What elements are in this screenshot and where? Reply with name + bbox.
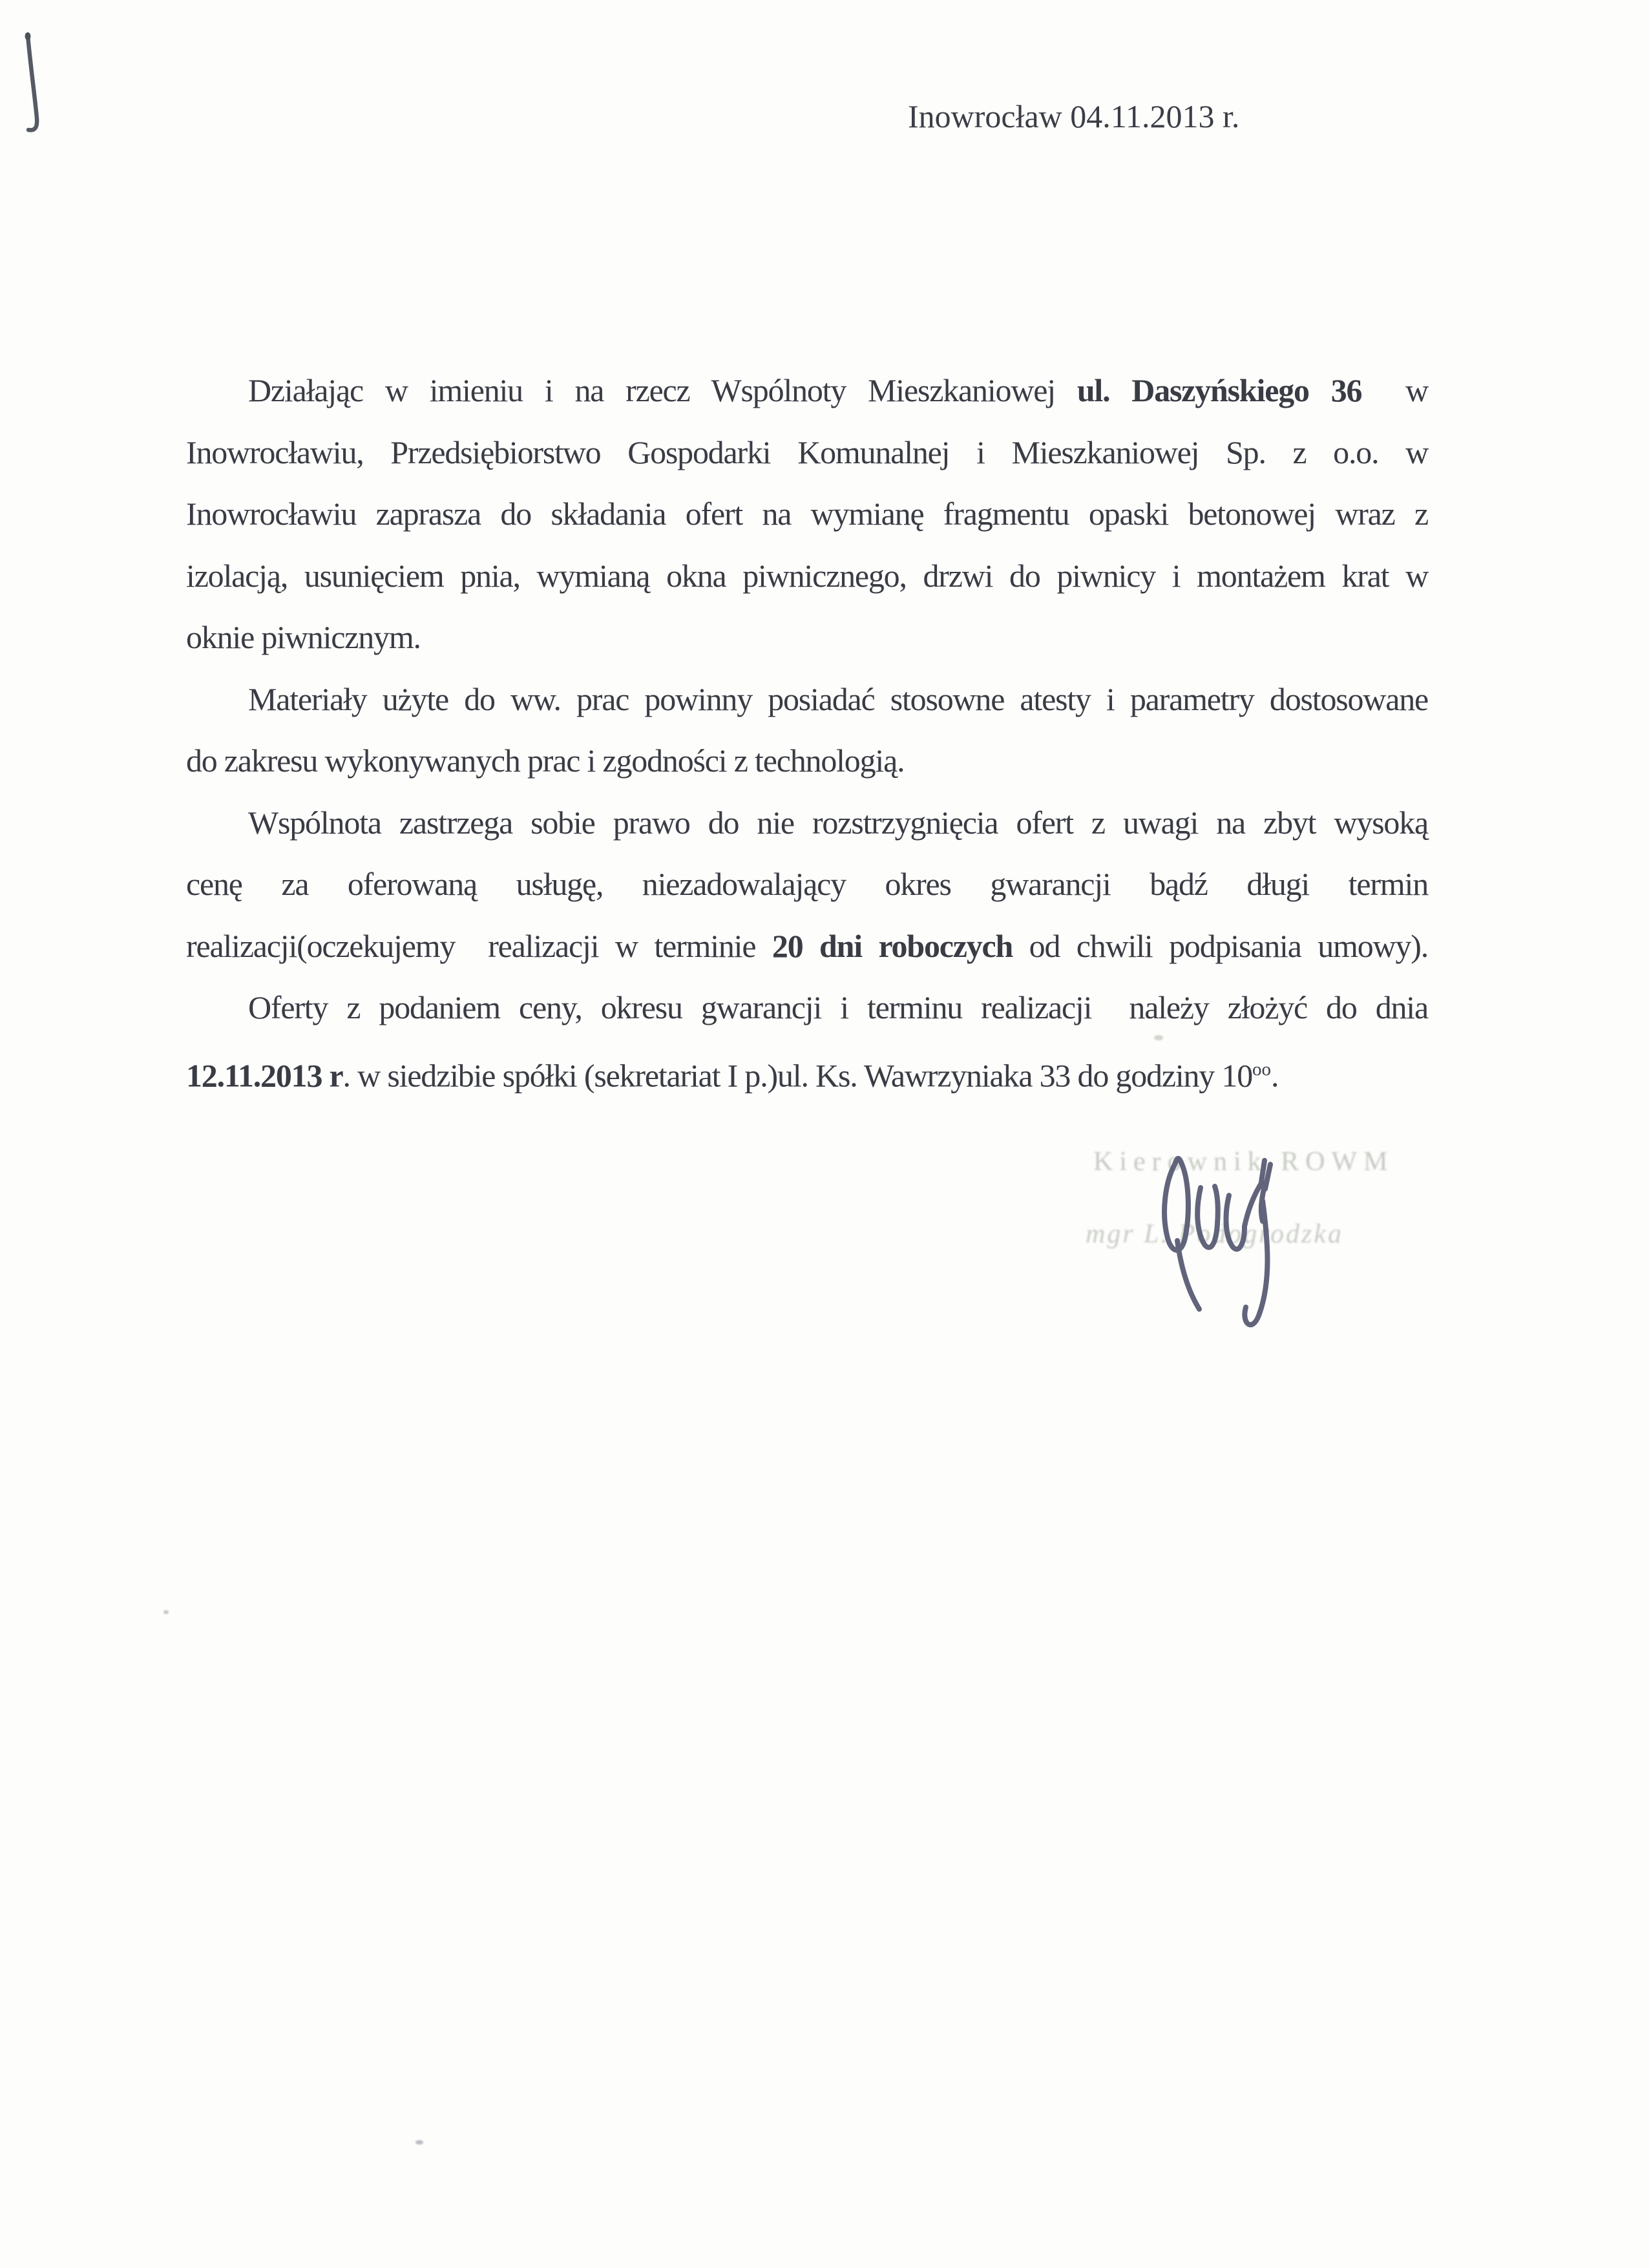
scan-speck bbox=[1154, 1035, 1163, 1040]
document-line bbox=[186, 483, 1428, 545]
text-segment: realizacji(oczekujemy realizacji w terminie bbox=[186, 927, 772, 964]
document-line bbox=[186, 854, 1428, 916]
text-segment: oknie piwnicznym. bbox=[186, 619, 421, 655]
text-segment: Wspólnota zastrzega sobie prawo do nie rozstrzygnięcia ofert z uwagi na zbyt wysoką bbox=[248, 804, 1428, 841]
document-line bbox=[186, 792, 1428, 854]
document-line bbox=[186, 607, 1428, 669]
text-segment: izolacją, usunięciem pnia, wymianą okna piwnicznego, drzwi do piwnicy i montażem krat w bbox=[186, 557, 1428, 594]
stamp-name-text: mgr L. Podogrodzka bbox=[1086, 1219, 1343, 1249]
text-segment: od chwili podpisania umowy). bbox=[1013, 927, 1429, 964]
text-segment: Działając w imieniu i na rzecz Wspólnoty Mieszkaniowej bbox=[248, 372, 1077, 408]
handwritten-signature bbox=[1124, 1149, 1305, 1343]
bold-text-segment: 12.11.2013 r bbox=[186, 1057, 343, 1094]
document-line bbox=[186, 977, 1428, 1039]
date-line: Inowrocław 04.11.2013 r. bbox=[908, 98, 1240, 134]
scan-speck bbox=[163, 1610, 169, 1614]
document-line bbox=[186, 730, 1428, 792]
text-segment: Oferty z podaniem ceny, okresu gwarancji i terminu realizacji należy złożyć do dnia bbox=[248, 989, 1428, 1025]
text-segment: . bbox=[1271, 1057, 1279, 1094]
text-segment: . w siedzibie spółki (sekretariat I p.)ul. Ks. Wawrzyniaka 33 do godziny 10 bbox=[342, 1057, 1253, 1094]
letter-body bbox=[186, 360, 1428, 1100]
document-line bbox=[186, 916, 1428, 978]
document-line bbox=[186, 422, 1428, 484]
text-segment: Inowrocławiu, Przedsiębiorstwo Gospodarki Komunalnej i Mieszkaniowej Sp. z o.o. w bbox=[186, 434, 1428, 470]
text-segment: cenę za oferowaną usługę, niezadowalający okres gwarancji bądź długi termin bbox=[186, 866, 1428, 902]
text-segment: Inowrocławiu zaprasza do składania ofert na wymianę fragmentu opaski betonowej wraz z bbox=[186, 496, 1428, 532]
text-segment: do zakresu wykonywanych prac i zgodności z technologią. bbox=[186, 742, 905, 779]
document-line bbox=[186, 1039, 1428, 1101]
text-segment: oo bbox=[1252, 1058, 1272, 1080]
document-line bbox=[186, 669, 1428, 731]
text-segment: Materiały użyte do ww. prac powinny posiadać stosowne atesty i parametry dostosowane bbox=[248, 680, 1428, 717]
bold-text-segment: 20 dni roboczych bbox=[772, 927, 1013, 964]
bold-text-segment: ul. Daszyńskiego 36 bbox=[1077, 372, 1362, 408]
document-line bbox=[186, 360, 1428, 422]
stamp-title-text: Kierownik ROWM bbox=[1093, 1147, 1394, 1177]
pen-scan-mark bbox=[19, 29, 48, 145]
scan-speck bbox=[415, 2140, 423, 2145]
document-line bbox=[186, 545, 1428, 607]
text-segment: w bbox=[1361, 372, 1428, 408]
